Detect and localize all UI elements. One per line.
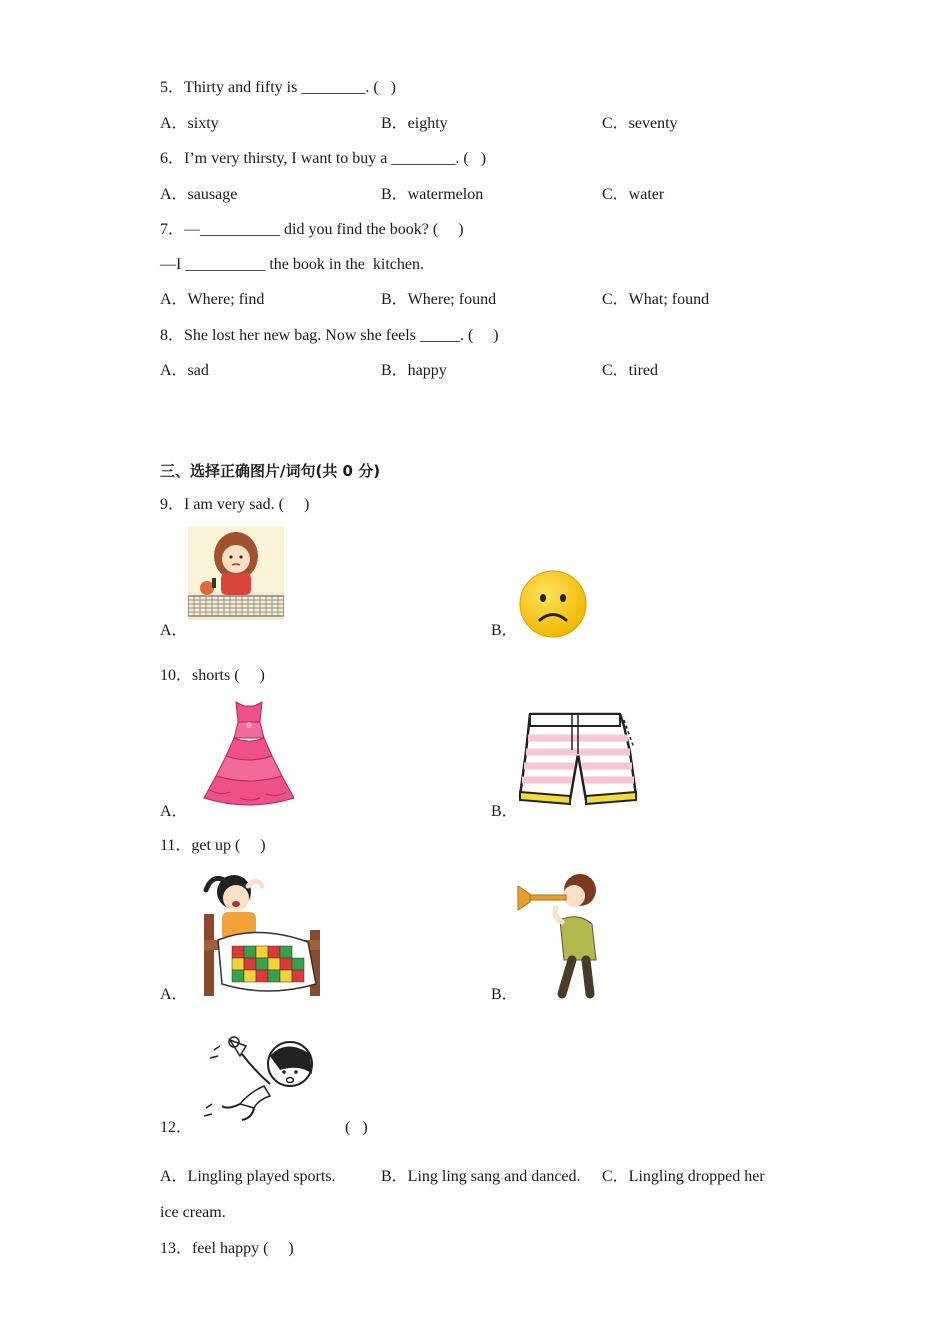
girl-dropping-ice-cream-image[interactable] xyxy=(200,1034,318,1124)
question-9-option-a-label[interactable]: A． xyxy=(160,622,188,639)
question-10-option-b-label[interactable]: B． xyxy=(491,803,518,820)
striped-shorts-image[interactable] xyxy=(516,710,640,808)
question-7-option-c[interactable]: C．What; found xyxy=(602,291,710,308)
question-7-stem-line2: —I __________ the book in the kitchen. xyxy=(160,256,424,273)
question-8-option-c[interactable]: C．tired xyxy=(602,362,658,379)
question-6-option-a[interactable]: A．sausage xyxy=(160,186,238,203)
question-5-option-b[interactable]: B．eighty xyxy=(381,115,448,132)
question-12-option-c-wrap: ice cream. xyxy=(160,1204,226,1221)
question-7-option-a[interactable]: A．Where; find xyxy=(160,291,265,308)
question-6-option-b[interactable]: B．watermelon xyxy=(381,186,484,203)
boy-waking-in-bed-image[interactable] xyxy=(198,866,322,1002)
question-10-stem: 10．shorts ( ) xyxy=(160,667,265,684)
section-3-title: 三、选择正确图片/词句(共 0 分) xyxy=(160,462,381,480)
question-9-option-b-label[interactable]: B． xyxy=(491,622,518,639)
question-11-option-b-label[interactable]: B． xyxy=(491,986,518,1003)
question-5-option-a[interactable]: A．sixty xyxy=(160,115,219,132)
question-8-stem: 8．She lost her new bag. Now she feels _____. ( ) xyxy=(160,327,499,344)
question-12-option-a[interactable]: A．Lingling played sports. xyxy=(160,1168,336,1185)
question-5-stem: 5．Thirty and fifty is ________. ( ) xyxy=(160,79,396,96)
question-7-option-b[interactable]: B．Where; found xyxy=(381,291,497,308)
girl-at-table-image[interactable] xyxy=(188,526,284,620)
question-6-option-c[interactable]: C．water xyxy=(602,186,665,203)
question-8-option-b[interactable]: B．happy xyxy=(381,362,447,379)
question-11-option-a-label[interactable]: A． xyxy=(160,986,188,1003)
question-6-stem: 6．I’m very thirsty, I want to buy a ________. ( ) xyxy=(160,150,487,167)
question-7-stem: 7．—__________ did you find the book? ( ) xyxy=(160,221,464,238)
question-8-option-a[interactable]: A．sad xyxy=(160,362,209,379)
boy-playing-trumpet-image[interactable] xyxy=(516,870,610,1000)
sad-face-icon[interactable] xyxy=(518,570,588,638)
question-10-option-a-label[interactable]: A． xyxy=(160,803,188,820)
question-5-option-c[interactable]: C．seventy xyxy=(602,115,678,132)
question-11-stem: 11．get up ( ) xyxy=(160,837,266,854)
question-12-number: 12． xyxy=(160,1119,193,1136)
question-12-answer-paren[interactable]: ( ) xyxy=(345,1119,368,1136)
question-12-option-c[interactable]: C．Lingling dropped her xyxy=(602,1168,765,1185)
pink-dress-image[interactable] xyxy=(200,698,298,814)
question-12-option-b[interactable]: B．Ling ling sang and danced. xyxy=(381,1168,581,1185)
question-9-stem: 9．I am very sad. ( ) xyxy=(160,496,310,513)
question-13-stem: 13．feel happy ( ) xyxy=(160,1240,294,1257)
